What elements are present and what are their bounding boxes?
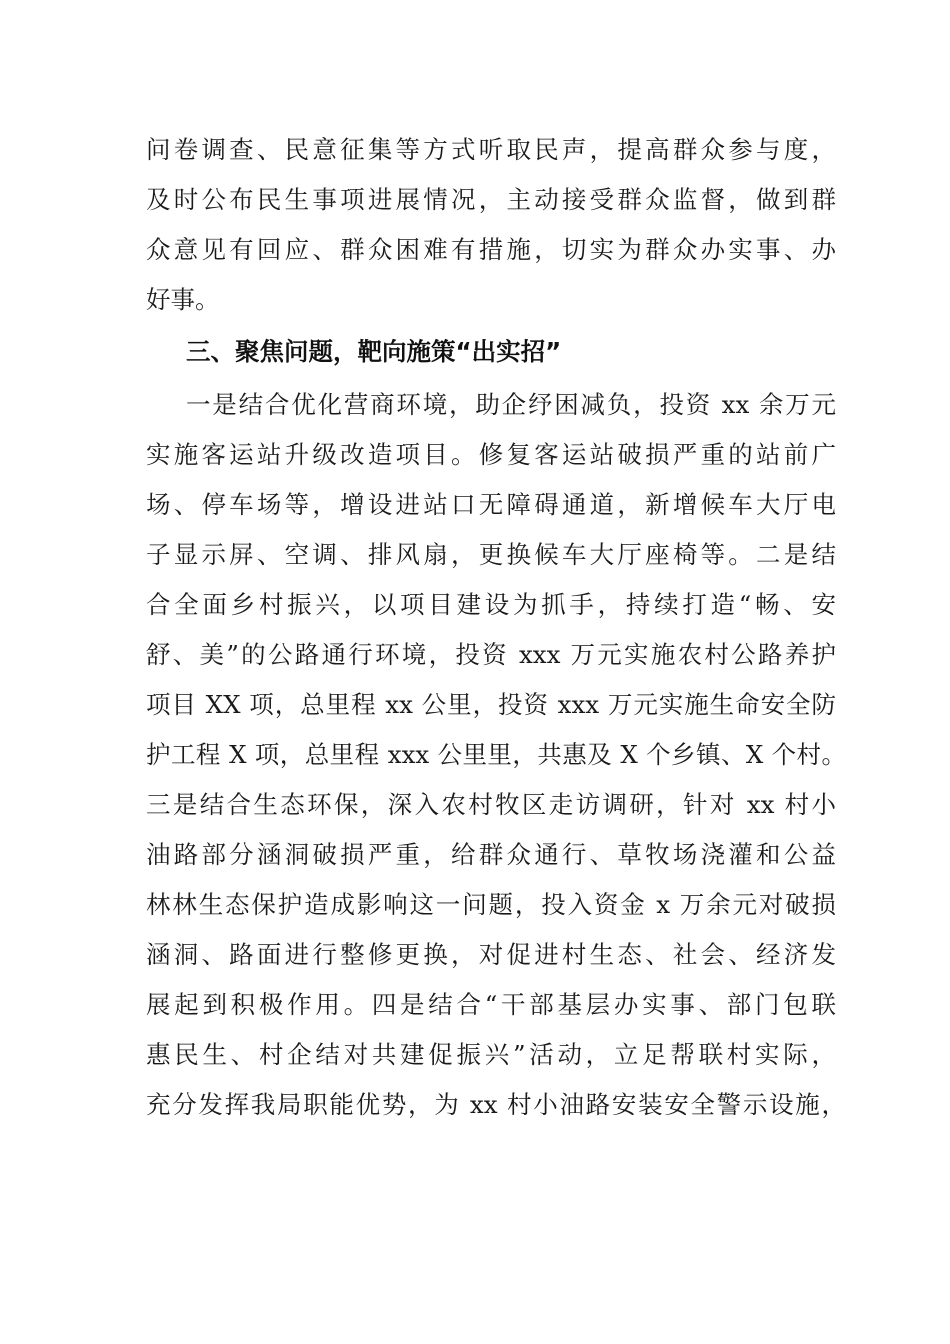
- paragraph-line: 涵洞、路面进行整修更换，对促进村生态、社会、经济发: [146, 940, 836, 969]
- paragraph-line: 充分发挥我局职能优势，为 xx 村小油路安装安全警示设施，: [146, 1090, 846, 1119]
- paragraph-line: 舒、美”的公路通行环境，投资 xxx 万元实施农村公路养护: [146, 640, 836, 669]
- paragraph-line: 油路部分涵洞破损严重，给群众通行、草牧场浇灌和公益: [146, 840, 836, 869]
- paragraph-line: 好事。: [146, 285, 220, 314]
- paragraph-line: 三是结合生态环保，深入农村牧区走访调研，针对 xx 村小: [146, 790, 836, 819]
- paragraph-line: 护工程 X 项，总里程 xxx 公里里，共惠及 X 个乡镇、X 个村。: [146, 740, 846, 769]
- paragraph-line: 及时公布民生事项进展情况，主动接受群众监督，做到群: [146, 185, 836, 214]
- paragraph-line: 项目 XX 项，总里程 xx 公里，投资 xxx 万元实施生命安全防: [146, 690, 836, 719]
- section-heading: 三、聚焦问题，靶向施策“出实招”: [186, 337, 562, 366]
- paragraph-line: 合全面乡村振兴，以项目建设为抓手，持续打造“畅、安: [146, 590, 836, 619]
- paragraph-line: 展起到积极作用。四是结合“干部基层办实事、部门包联: [146, 990, 836, 1019]
- paragraph-line: 众意见有回应、群众困难有措施，切实为群众办实事、办: [146, 235, 836, 264]
- paragraph-line: 林林生态保护造成影响这一问题，投入资金 x 万余元对破损: [146, 890, 836, 919]
- paragraph-line: 子显示屏、空调、排风扇，更换候车大厅座椅等。二是结: [146, 540, 836, 569]
- paragraph-line: 实施客运站升级改造项目。修复客运站破损严重的站前广: [146, 440, 836, 469]
- paragraph-line: 惠民生、村企结对共建促振兴”活动，立足帮联村实际，: [146, 1040, 836, 1069]
- paragraph-line: 一是结合优化营商环境，助企纾困减负，投资 xx 余万元: [186, 390, 836, 419]
- paragraph-line: 场、停车场等，增设进站口无障碍通道，新增候车大厅电: [146, 490, 836, 519]
- paragraph-line: 问卷调查、民意征集等方式听取民声，提高群众参与度，: [146, 135, 836, 164]
